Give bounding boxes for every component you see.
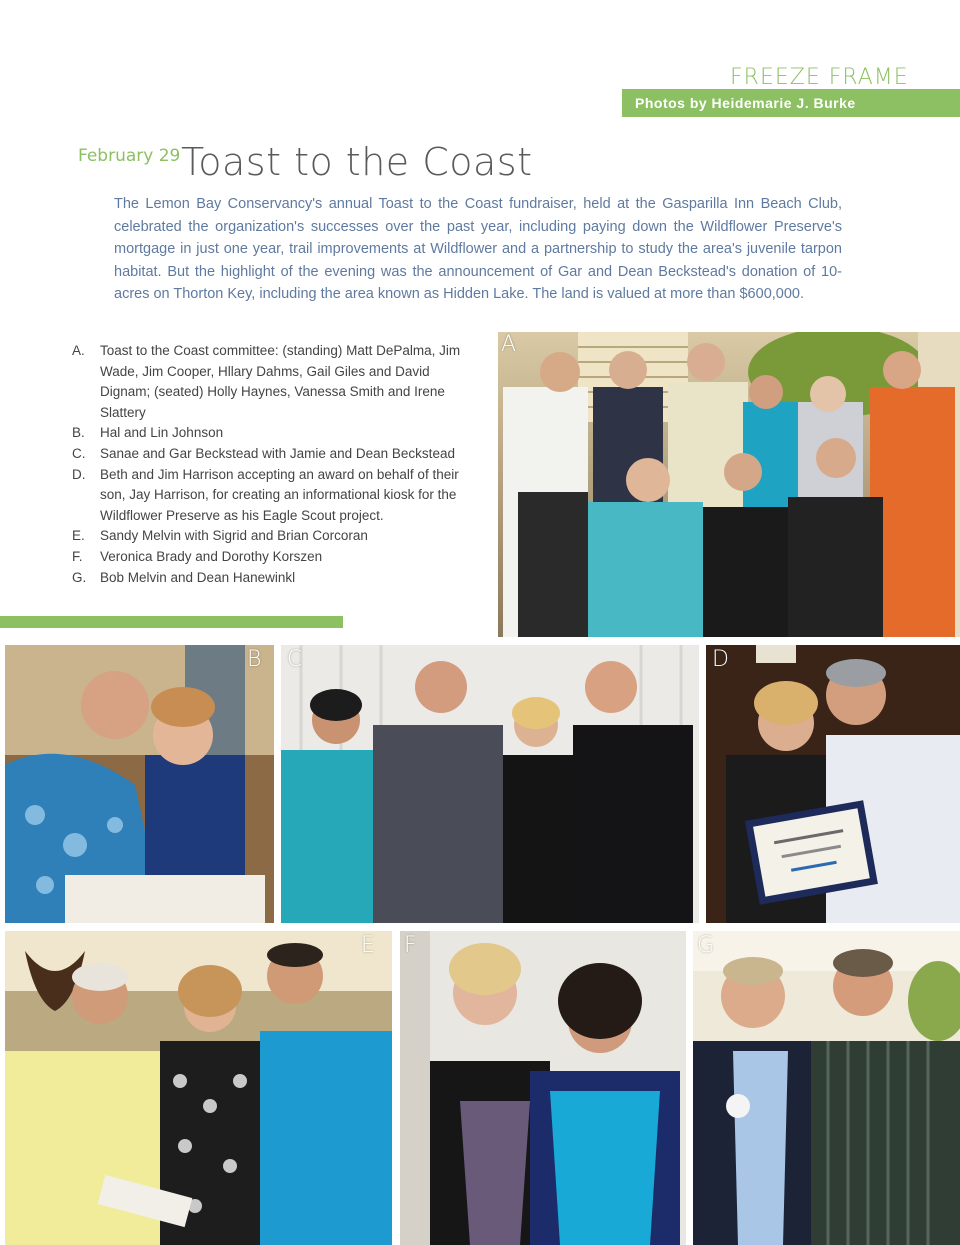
caption-c	[72, 444, 482, 465]
photo-b	[5, 645, 274, 923]
photo-b-illustration	[5, 645, 274, 923]
caption-letter: C.	[72, 445, 86, 461]
caption-text: Sanae and Gar Beckstead with Jamie and Dean Beckstead	[100, 445, 455, 461]
photo-e-label: E	[361, 933, 375, 958]
photo-c-label: C	[287, 647, 303, 672]
photo-a-illustration	[498, 332, 960, 637]
photo-a	[498, 332, 960, 637]
photo-d-illustration	[706, 645, 960, 923]
caption-e	[72, 526, 482, 547]
caption-text: Hal and Lin Johnson	[100, 425, 224, 441]
intro-paragraph: The Lemon Bay Conservancy's annual Toast to the Coast fundraiser, held at the Gasparilla Inn Beach Club, celebrated the organization's successes over the past year, including paying down the Wildflower Preserve's mortgage in just one year, trail improvements at Wildflower and a partnership to study the area's juvenile tarpon habitat. But the highlight of the evening was the announcement of Gar and Dean Beckstead's donation of 10-acres on Thorton Key, including the area known as Hidden Lake. The land is valued at more than $600,000.	[114, 196, 842, 302]
photo-c	[281, 645, 699, 923]
photo-f-label: F	[404, 933, 417, 958]
event-date: February 29	[78, 146, 181, 166]
accent-strip	[0, 616, 343, 628]
section-title: FREEZE FRAME	[730, 66, 909, 88]
photo-g	[693, 931, 960, 1245]
caption-letter: B.	[72, 425, 85, 441]
photo-b-label: B	[247, 647, 262, 672]
caption-letter: D.	[72, 466, 86, 482]
photo-f	[400, 931, 686, 1245]
caption-text: Toast to the Coast committee: (standing) Matt DePalma, Jim Wade, Jim Cooper, Hllary Dahms, Gail Giles and David Dignam; (seated) Holly Haynes, Vanessa Smith and Irene Slattery	[100, 343, 461, 420]
caption-letter: F.	[72, 548, 83, 564]
photo-credit-bar: Photos by Heidemarie J. Burke	[622, 89, 960, 117]
caption-text: Veronica Brady and Dorothy Korszen	[100, 548, 323, 564]
caption-letter: G.	[72, 569, 87, 585]
caption-list	[72, 341, 482, 588]
caption-text: Beth and Jim Harrison accepting an award on behalf of their son, Jay Harrison, for creating an informational kiosk for the Wildflower Preserve as his Eagle Scout project.	[100, 466, 459, 523]
caption-g	[72, 568, 482, 589]
photo-d-label: D	[712, 647, 729, 672]
caption-a	[72, 341, 482, 423]
photo-f-illustration	[400, 931, 686, 1245]
event-title: Toast to the Coast	[181, 140, 533, 184]
photo-e-illustration	[5, 931, 392, 1245]
photo-g-illustration	[693, 931, 960, 1245]
photo-c-illustration	[281, 645, 699, 923]
photo-e	[5, 931, 392, 1245]
photo-d	[706, 645, 960, 923]
caption-d	[72, 465, 482, 527]
photo-g-label: G	[697, 933, 715, 958]
caption-b	[72, 423, 482, 444]
caption-letter: A.	[72, 343, 85, 358]
caption-letter: E.	[72, 528, 85, 544]
photo-a-label: A	[501, 332, 517, 357]
caption-text: Sandy Melvin with Sigrid and Brian Corcoran	[100, 528, 368, 544]
caption-f	[72, 547, 482, 568]
caption-text: Bob Melvin and Dean Hanewinkl	[100, 569, 296, 585]
